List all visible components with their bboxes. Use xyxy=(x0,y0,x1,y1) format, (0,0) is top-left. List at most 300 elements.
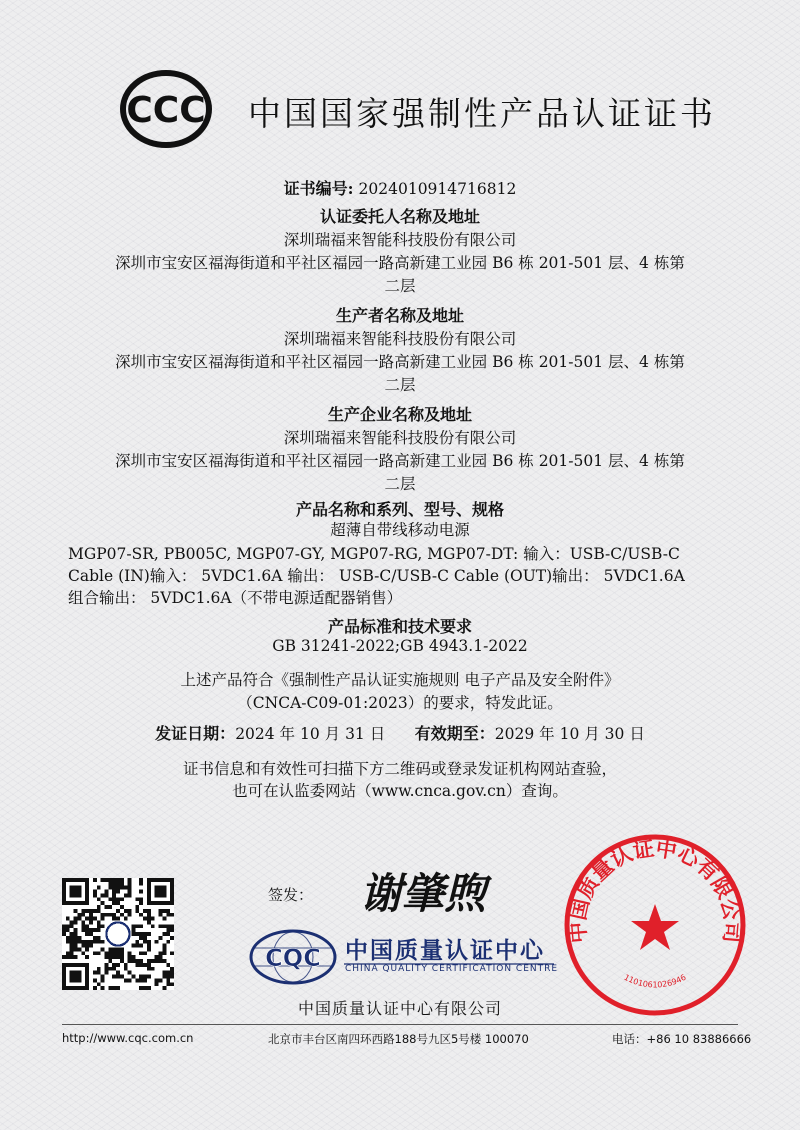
svg-text:CCC: CCC xyxy=(126,90,206,131)
qr-module xyxy=(147,917,151,921)
qr-module xyxy=(112,882,116,886)
qr-module xyxy=(108,878,112,882)
qr-module xyxy=(70,936,74,940)
qr-module xyxy=(135,909,139,913)
qr-module xyxy=(89,913,93,917)
qr-module xyxy=(101,901,105,905)
qr-module xyxy=(155,886,167,898)
product-spec-line2: Cable (IN)输入： 5VDC1.6A 输出： USB-C/USB-C Cable (OUT)输出： 5VDC1.6A xyxy=(68,567,685,585)
qr-module xyxy=(116,886,120,890)
applicant-address-line2: 二层 xyxy=(384,277,416,295)
qr-module xyxy=(139,897,143,901)
qr-module xyxy=(101,948,105,952)
qr-module xyxy=(147,975,151,979)
qr-module xyxy=(85,944,89,948)
qr-module xyxy=(128,951,132,955)
qr-module xyxy=(139,890,143,894)
qr-module xyxy=(151,967,155,971)
qr-module xyxy=(85,928,89,932)
standards-heading: 产品标准和技术要求 xyxy=(327,617,472,636)
qr-module xyxy=(147,963,151,967)
qr-module xyxy=(108,948,112,952)
qr-module xyxy=(104,913,108,917)
qr-module xyxy=(70,971,82,983)
qr-module xyxy=(112,955,116,959)
qr-module xyxy=(112,897,116,901)
qr-module xyxy=(101,893,105,897)
qr-module xyxy=(139,951,143,955)
qr-module xyxy=(81,951,85,955)
qr-module xyxy=(143,978,147,982)
qr-module xyxy=(116,917,120,921)
signature-image xyxy=(338,862,508,922)
qr-module xyxy=(135,978,139,982)
qr-module xyxy=(170,936,174,940)
issue-date-value: 2024 年 10 月 31 日 xyxy=(235,725,386,743)
qr-module xyxy=(108,967,112,971)
svg-text:谢肇煦: 谢肇煦 xyxy=(359,869,487,918)
qr-module xyxy=(132,932,136,936)
qr-module xyxy=(74,944,78,948)
qr-module xyxy=(170,928,174,932)
qr-module xyxy=(162,948,166,952)
qr-module xyxy=(166,971,170,975)
qr-module xyxy=(162,971,166,975)
qr-module xyxy=(108,897,112,901)
qr-module xyxy=(77,936,81,940)
qr-module xyxy=(89,932,93,936)
qr-module xyxy=(170,924,174,928)
qr-module xyxy=(159,955,163,959)
qr-module xyxy=(128,955,132,959)
qr-module xyxy=(85,932,89,936)
qr-module xyxy=(128,893,132,897)
footer-website-link[interactable]: http://www.cqc.com.cn xyxy=(62,1031,194,1045)
qr-module xyxy=(101,913,105,917)
qr-module xyxy=(155,955,159,959)
qr-module xyxy=(128,878,132,882)
verify-line2: 也可在认监委网站（www.cnca.gov.cn）查询。 xyxy=(232,782,568,800)
qr-module xyxy=(101,924,105,928)
qr-module xyxy=(77,913,81,917)
qr-module xyxy=(116,971,120,975)
qr-module xyxy=(70,940,74,944)
qr-module xyxy=(77,917,81,921)
signature-label: 签发： xyxy=(268,886,314,904)
qr-module xyxy=(104,878,108,882)
qr-module xyxy=(66,917,70,921)
factory-address-line2: 二层 xyxy=(384,475,416,493)
qr-module xyxy=(70,932,74,936)
qr-module xyxy=(97,936,101,940)
qr-module xyxy=(139,944,143,948)
qr-module xyxy=(101,878,105,882)
qr-module xyxy=(93,909,97,913)
qr-module xyxy=(143,936,147,940)
qr-module xyxy=(70,924,74,928)
qr-module xyxy=(62,928,66,932)
qr-module xyxy=(139,878,143,882)
qr-module xyxy=(85,917,89,921)
qr-module xyxy=(120,882,124,886)
qr-module xyxy=(108,913,112,917)
qr-module xyxy=(104,890,108,894)
qr-module xyxy=(166,975,170,979)
product-spec-line1: MGP07-SR, PB005C, MGP07-GY, MGP07-RG, MGP07-DT: 输入：USB-C/USB-C xyxy=(68,545,680,563)
qr-module xyxy=(135,924,139,928)
qr-module xyxy=(74,917,78,921)
qr-module xyxy=(93,893,97,897)
qr-module xyxy=(93,940,97,944)
qr-module xyxy=(108,905,112,909)
qr-module xyxy=(128,886,132,890)
qr-module xyxy=(74,936,78,940)
qr-module xyxy=(162,924,166,928)
qr-module xyxy=(120,959,124,963)
cert-number-label: 证书编号: xyxy=(283,179,354,198)
qr-module xyxy=(166,982,170,986)
qr-module xyxy=(170,951,174,955)
qr-module xyxy=(89,944,93,948)
qr-module xyxy=(112,975,116,979)
qr-module xyxy=(166,913,170,917)
qr-module xyxy=(112,901,116,905)
qr-module xyxy=(124,967,128,971)
qr-module xyxy=(139,901,143,905)
qr-module xyxy=(104,905,108,909)
qr-module xyxy=(97,951,101,955)
qr-module xyxy=(104,951,108,955)
qr-module xyxy=(74,955,78,959)
qr-module xyxy=(124,978,128,982)
qr-module xyxy=(81,928,85,932)
qr-module xyxy=(101,986,105,990)
factory-name: 深圳瑞福来智能科技股份有限公司 xyxy=(283,429,517,447)
qr-module xyxy=(116,986,120,990)
qr-module xyxy=(104,893,108,897)
qr-module xyxy=(108,886,112,890)
qr-module xyxy=(66,936,70,940)
expiry-date-value: 2029 年 10 月 30 日 xyxy=(494,725,645,743)
qr-module xyxy=(147,959,151,963)
statement-line1: 上述产品符合《强制性产品认证实施规则 电子产品及安全附件》 xyxy=(180,671,620,689)
svg-text:1101061026946: 1101061026946 xyxy=(622,972,688,990)
qr-code[interactable] xyxy=(62,878,174,990)
qr-module xyxy=(151,959,155,963)
qr-module xyxy=(143,932,147,936)
applicant-heading: 认证委托人名称及地址 xyxy=(319,207,480,226)
standards-value: GB 31241-2022;GB 4943.1-2022 xyxy=(272,637,528,655)
qr-module xyxy=(139,986,143,990)
qr-module xyxy=(132,928,136,932)
qr-module xyxy=(74,940,78,944)
qr-module xyxy=(135,959,139,963)
qr-module xyxy=(112,967,116,971)
qr-module xyxy=(116,909,120,913)
qr-module xyxy=(166,963,170,967)
qr-module xyxy=(132,944,136,948)
qr-module xyxy=(116,963,120,967)
qr-module xyxy=(147,909,151,913)
qr-module xyxy=(104,955,108,959)
qr-module xyxy=(77,948,81,952)
qr-module xyxy=(120,878,124,882)
qr-module xyxy=(108,951,112,955)
qr-module xyxy=(116,878,120,882)
qr-module xyxy=(135,897,139,901)
qr-module xyxy=(132,959,136,963)
qr-module xyxy=(97,971,101,975)
qr-module xyxy=(162,917,166,921)
qr-module xyxy=(97,909,101,913)
official-seal-icon xyxy=(562,832,748,1018)
qr-module xyxy=(66,924,70,928)
qr-module xyxy=(81,913,85,917)
qr-module xyxy=(116,897,120,901)
qr-module xyxy=(89,920,93,924)
qr-module xyxy=(93,917,97,921)
qr-module xyxy=(74,928,78,932)
qr-module xyxy=(155,978,159,982)
qr-module xyxy=(170,967,174,971)
qr-module xyxy=(112,890,116,894)
qr-module xyxy=(155,982,159,986)
qr-module xyxy=(120,975,124,979)
qr-module xyxy=(93,890,97,894)
qr-module xyxy=(166,978,170,982)
qr-module xyxy=(139,959,143,963)
qr-module xyxy=(139,978,143,982)
qr-module xyxy=(112,948,116,952)
qr-module xyxy=(70,920,74,924)
qr-module xyxy=(147,920,151,924)
qr-module xyxy=(93,928,97,932)
qr-module xyxy=(62,955,66,959)
qr-module xyxy=(116,975,120,979)
qr-module xyxy=(170,913,174,917)
qr-module xyxy=(162,986,166,990)
qr-module xyxy=(120,897,124,901)
qr-module xyxy=(70,948,74,952)
qr-module xyxy=(116,955,120,959)
qr-module xyxy=(101,940,105,944)
qr-module xyxy=(135,905,139,909)
qr-module xyxy=(166,932,170,936)
qr-module xyxy=(151,924,155,928)
qr-module xyxy=(77,940,81,944)
qr-module xyxy=(112,913,116,917)
qr-module xyxy=(120,951,124,955)
qr-module xyxy=(93,951,97,955)
svg-text:CQC: CQC xyxy=(265,944,321,972)
footer-phone: 电话：+86 10 83886666 xyxy=(612,1032,752,1046)
qr-module xyxy=(159,936,163,940)
qr-module xyxy=(120,955,124,959)
qr-module xyxy=(108,882,112,886)
qr-module xyxy=(116,951,120,955)
qr-module xyxy=(116,901,120,905)
svg-text:中国质量认证中心有限公司: 中国质量认证中心有限公司 xyxy=(565,836,745,944)
qr-module xyxy=(128,890,132,894)
qr-module xyxy=(143,909,147,913)
qr-module xyxy=(166,928,170,932)
qr-module xyxy=(85,924,89,928)
qr-module xyxy=(170,982,174,986)
qr-module xyxy=(166,909,170,913)
qr-module xyxy=(120,905,124,909)
qr-module xyxy=(143,986,147,990)
qr-module xyxy=(112,886,116,890)
qr-module xyxy=(70,955,74,959)
qr-module xyxy=(120,948,124,952)
qr-module xyxy=(147,944,151,948)
qr-module xyxy=(85,948,89,952)
qr-module xyxy=(89,928,93,932)
qr-module xyxy=(166,924,170,928)
qr-module xyxy=(132,975,136,979)
qr-module xyxy=(97,928,101,932)
qr-module xyxy=(81,924,85,928)
qr-module xyxy=(112,986,116,990)
factory-address-line1: 深圳市宝安区福海街道和平社区福园一路高新建工业园 B6 栋 201-501 层、4 栋第 xyxy=(115,452,685,470)
qr-module xyxy=(135,940,139,944)
qr-module xyxy=(162,959,166,963)
qr-module xyxy=(104,967,108,971)
qr-module xyxy=(159,978,163,982)
qr-module xyxy=(139,963,143,967)
qr-module xyxy=(89,940,93,944)
qr-module xyxy=(89,909,93,913)
qr-module xyxy=(143,917,147,921)
qr-module xyxy=(70,951,74,955)
qr-module xyxy=(85,909,89,913)
qr-module xyxy=(116,948,120,952)
qr-module xyxy=(124,886,128,890)
applicant-address-line1: 深圳市宝安区福海街道和平社区福园一路高新建工业园 B6 栋 201-501 层、4 栋第 xyxy=(115,254,685,272)
qr-module xyxy=(159,909,163,913)
qr-module xyxy=(104,963,108,967)
qr-module xyxy=(135,963,139,967)
qr-module xyxy=(108,959,112,963)
qr-module xyxy=(128,882,132,886)
qr-module xyxy=(139,936,143,940)
qr-module xyxy=(104,971,108,975)
certificate-header xyxy=(120,70,720,150)
qr-module xyxy=(116,882,120,886)
qr-module xyxy=(139,932,143,936)
qr-module xyxy=(151,917,155,921)
qr-module xyxy=(74,932,78,936)
product-heading: 产品名称和系列、型号、规格 xyxy=(295,500,504,519)
qr-module xyxy=(162,932,166,936)
qr-module xyxy=(162,909,166,913)
qr-module xyxy=(159,951,163,955)
qr-module xyxy=(147,913,151,917)
qr-module xyxy=(85,955,89,959)
qr-module xyxy=(128,978,132,982)
qr-module xyxy=(97,924,101,928)
qr-module xyxy=(116,890,120,894)
qr-module xyxy=(112,878,116,882)
qr-module xyxy=(66,928,70,932)
qr-module xyxy=(139,882,143,886)
product-spec-line3: 组合输出： 5VDC1.6A（不带电源适配器销售） xyxy=(68,589,403,607)
qr-module xyxy=(143,975,147,979)
qr-module xyxy=(104,920,131,947)
qr-module xyxy=(93,978,97,982)
cqc-name-cn: 中国质量认证中心 xyxy=(345,938,545,964)
expiry-date-label: 有效期至： xyxy=(414,724,495,743)
qr-module xyxy=(66,940,70,944)
manufacturer-address-line2: 二层 xyxy=(384,376,416,394)
qr-module xyxy=(97,967,101,971)
qr-module xyxy=(147,967,151,971)
qr-module xyxy=(166,940,170,944)
manufacturer-heading: 生产者名称及地址 xyxy=(335,306,464,325)
qr-module xyxy=(147,940,151,944)
qr-module xyxy=(89,917,93,921)
qr-module xyxy=(162,975,166,979)
qr-module xyxy=(108,955,112,959)
qr-module xyxy=(81,944,85,948)
qr-module xyxy=(97,940,101,944)
qr-module xyxy=(162,944,166,948)
qr-module xyxy=(170,975,174,979)
cert-number-value: 2024010914716812 xyxy=(358,180,517,198)
qr-module xyxy=(74,909,78,913)
qr-module xyxy=(124,909,128,913)
qr-module xyxy=(81,920,85,924)
footer-address: 北京市丰台区南四环西路188号九区5号楼 100070 xyxy=(268,1032,529,1046)
qr-module xyxy=(97,886,101,890)
qr-module xyxy=(155,959,159,963)
qr-module xyxy=(97,905,101,909)
issue-date-label: 发证日期： xyxy=(155,724,236,743)
qr-module xyxy=(143,940,147,944)
qr-module xyxy=(132,955,136,959)
qr-module xyxy=(159,959,163,963)
qr-module xyxy=(74,948,78,952)
qr-module xyxy=(108,986,112,990)
qr-module xyxy=(155,940,159,944)
qr-module xyxy=(124,917,128,921)
qr-module xyxy=(147,986,151,990)
statement-line2: （CNCA-C09-01:2023）的要求，特发此证。 xyxy=(237,694,563,712)
qr-module xyxy=(112,963,116,967)
issuing-organization: 中国质量认证中心有限公司 xyxy=(297,999,502,1018)
qr-module xyxy=(128,971,132,975)
qr-module xyxy=(120,886,124,890)
qr-module xyxy=(93,986,97,990)
product-name: 超薄自带线移动电源 xyxy=(330,521,470,539)
qr-module xyxy=(139,975,143,979)
qr-module xyxy=(62,924,66,928)
certificate-title: 中国国家强制性产品认证证书 xyxy=(248,94,716,133)
qr-module xyxy=(112,893,116,897)
qr-module xyxy=(147,948,151,952)
qr-module xyxy=(112,951,116,955)
cqc-name-en: CHINA QUALITY CERTIFICATION CENTRE xyxy=(345,964,559,974)
factory-heading: 生产企业名称及地址 xyxy=(327,405,472,424)
qr-module xyxy=(128,909,132,913)
qr-module xyxy=(170,971,174,975)
qr-module xyxy=(66,955,70,959)
qr-module xyxy=(159,913,163,917)
manufacturer-address-line1: 深圳市宝安区福海街道和平社区福园一路高新建工业园 B6 栋 201-501 层、4 栋第 xyxy=(115,353,685,371)
applicant-name: 深圳瑞福来智能科技股份有限公司 xyxy=(283,231,517,249)
qr-module xyxy=(135,932,139,936)
qr-module xyxy=(132,924,136,928)
